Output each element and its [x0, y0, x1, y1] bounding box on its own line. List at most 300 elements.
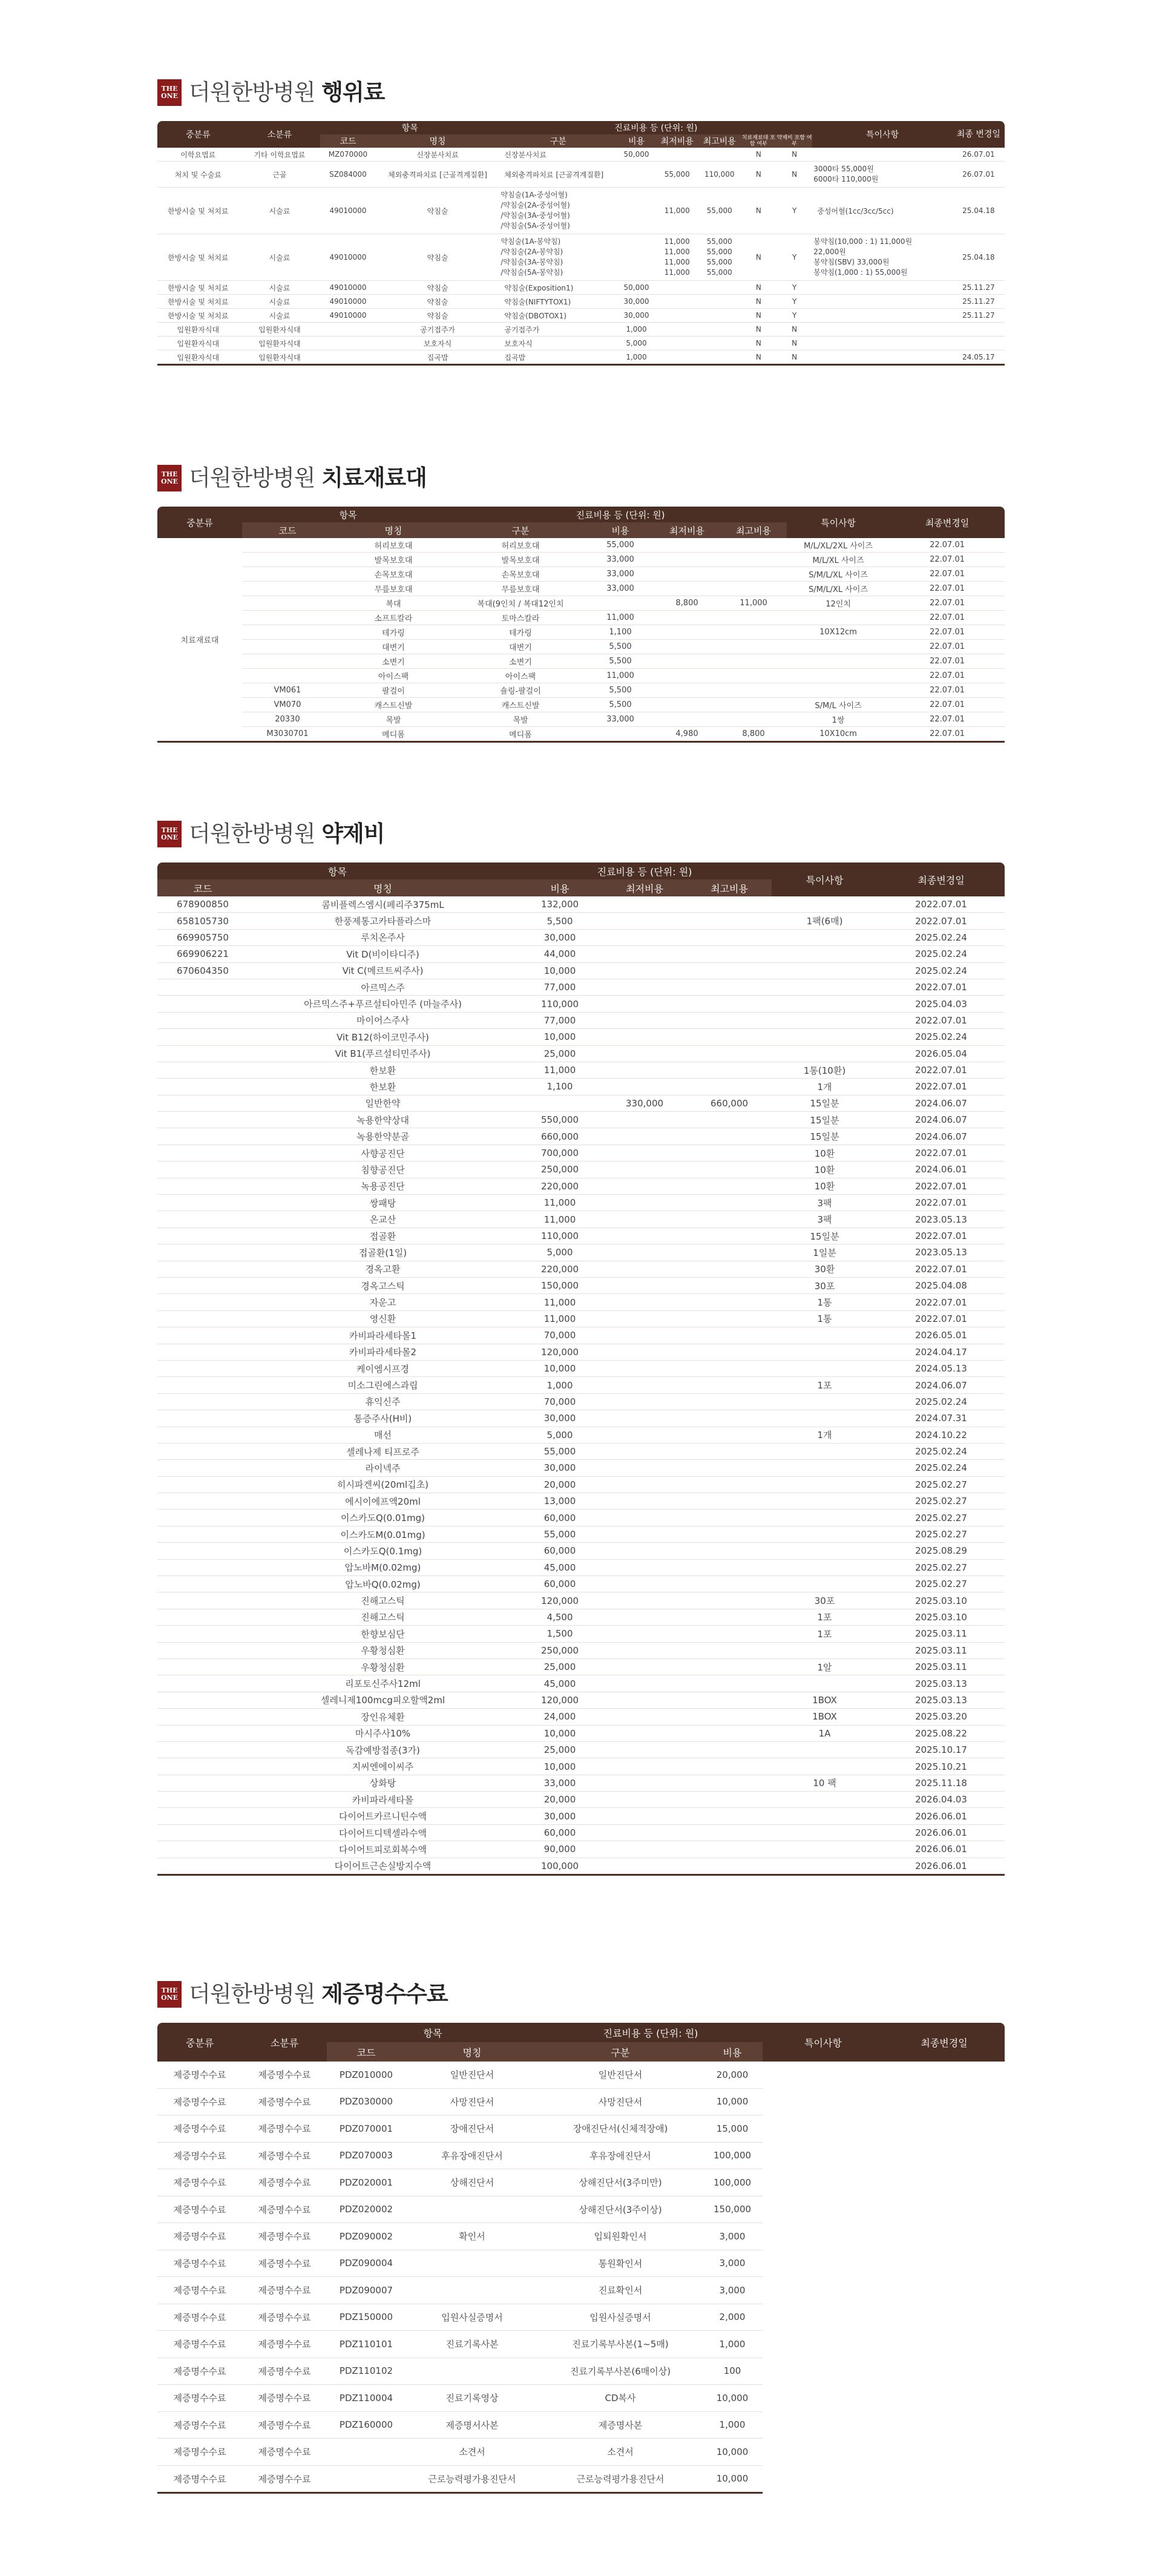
table-cell	[602, 979, 687, 995]
table-cell	[772, 1344, 878, 1360]
table-cell: M/L/XL 사이즈	[787, 553, 890, 567]
table-cell: 2025.03.11	[878, 1658, 1005, 1675]
table-cell	[405, 2358, 539, 2385]
table-cell: 아이스팩	[333, 669, 454, 683]
table-cell: 30포	[772, 1277, 878, 1293]
table-cell: SZ084000	[320, 162, 376, 188]
table-cell: PDZ020002	[327, 2196, 405, 2223]
table-cell: N	[741, 337, 776, 350]
table-cell: 4,980	[654, 727, 720, 742]
table-cell: 60,000	[517, 1510, 602, 1526]
table-cell: 마시주사10%	[248, 1725, 517, 1741]
table-cell: 10,000	[517, 962, 602, 979]
table-cell: 제증명수수료	[242, 2331, 327, 2358]
table-cell	[772, 1327, 878, 1344]
table-cell	[157, 1642, 248, 1658]
table-cell	[720, 582, 787, 596]
table-cell: 입원사실증명서	[539, 2304, 702, 2331]
table-cell: 쌍패탕	[248, 1195, 517, 1211]
table-cell	[772, 896, 878, 913]
table-row	[157, 1576, 1005, 1592]
table-cell	[157, 1725, 248, 1741]
table-cell	[157, 1427, 248, 1443]
table-cell: S/M/L 사이즈	[787, 698, 890, 712]
table-cell	[242, 553, 333, 567]
table-cell: 라이넥주	[248, 1460, 517, 1476]
table-cell: 무릎보호대	[333, 582, 454, 596]
table-cell	[242, 567, 333, 582]
table-cell	[602, 1261, 687, 1277]
table-cell: N	[741, 162, 776, 188]
table-cell: 공기접주가	[499, 323, 617, 337]
table-cell: 약침술	[376, 188, 500, 234]
table-cell: 한보환	[248, 1062, 517, 1078]
table-cell: 24.05.17	[953, 350, 1005, 365]
table-cell: 통원확인서	[539, 2250, 702, 2277]
table-cell	[772, 1792, 878, 1808]
table-cell: 2026.05.01	[878, 1327, 1005, 1344]
table-cell: 5,500	[517, 913, 602, 929]
table-cell: PDZ020001	[327, 2169, 405, 2196]
section-title: 더원한방병원 행위료	[189, 79, 385, 105]
table-cell: 제증명수수료	[157, 2439, 242, 2466]
col-special: 특이사항	[787, 507, 890, 538]
table-cell: 제증명수수료	[157, 2223, 242, 2250]
table-cell: 10환	[772, 1178, 878, 1194]
table-row	[157, 1261, 1005, 1277]
table-cell: 장애진단서	[405, 2115, 539, 2143]
table-cell: 20,000	[517, 1792, 602, 1808]
table-cell	[157, 1310, 248, 1327]
table-cell	[157, 1576, 248, 1592]
table-cell: 메디폼	[454, 727, 587, 742]
table-cell	[602, 1443, 687, 1459]
table-cell	[654, 698, 720, 712]
table-cell	[687, 1244, 772, 1261]
table-cell: 1개	[772, 1427, 878, 1443]
table-cell: 30,000	[517, 929, 602, 945]
table-cell: 진료기록영상	[405, 2385, 539, 2412]
table-cell: 1쌍	[787, 712, 890, 727]
table-cell: 근로능력평가용진단서	[539, 2465, 702, 2493]
table-row	[157, 1675, 1005, 1692]
table-row	[157, 654, 1005, 669]
table-cell: 메디폼	[333, 727, 454, 742]
table-row	[157, 2115, 1005, 2143]
table-cell: 보호자식	[499, 337, 617, 350]
table-cell	[602, 1642, 687, 1658]
table-row	[157, 1443, 1005, 1459]
table-row	[157, 1559, 1005, 1576]
table-cell	[157, 1709, 248, 1725]
table-cell	[602, 1327, 687, 1344]
table-cell: 11,000	[517, 1294, 602, 1310]
table-cell	[772, 1526, 878, 1542]
col-major: 중분류	[157, 121, 239, 148]
table-cell: 12인치	[787, 596, 890, 611]
table-cell: 11,000	[587, 669, 654, 683]
table-cell	[687, 1195, 772, 1211]
table-cell: 일반진단서	[405, 2062, 539, 2088]
table-cell: 온교산	[248, 1211, 517, 1227]
table-cell	[157, 1327, 248, 1344]
table-cell	[812, 337, 953, 350]
table-cell: 이학요법료	[157, 148, 239, 162]
table-cell: 1팩(6매)	[772, 913, 878, 929]
table-cell: 55,000	[517, 1443, 602, 1459]
table-cell: 2025.08.22	[878, 1725, 1005, 1741]
table-row	[157, 896, 1005, 913]
table-cell	[602, 1493, 687, 1510]
table-cell	[687, 1526, 772, 1542]
table-cell	[157, 1227, 248, 1244]
table-cell	[602, 1128, 687, 1145]
section-certificate-fees	[157, 1979, 1005, 2494]
table-cell	[656, 337, 698, 350]
table-cell: 제증명수수료	[157, 2465, 242, 2493]
table-cell	[812, 309, 953, 323]
table-cell: 30,000	[617, 309, 656, 323]
table-cell: 3,000	[702, 2250, 763, 2277]
table-cell: 제증명수수료	[157, 2142, 242, 2169]
table-cell: 2022.07.01	[878, 1310, 1005, 1327]
table-cell: 진해고스틱	[248, 1609, 517, 1625]
table-cell: 다이어트피로회복수액	[248, 1841, 517, 1858]
table-cell: 20,000	[702, 2062, 763, 2088]
table-cell: 케이엠시프경	[248, 1360, 517, 1376]
table-cell: 제증명수수료	[242, 2358, 327, 2385]
table-cell	[157, 1858, 248, 1874]
table-cell	[654, 640, 720, 654]
table-cell	[602, 1145, 687, 1161]
table-cell: 약침술(Exposition1)	[499, 281, 617, 295]
table-cell: 15일분	[772, 1128, 878, 1145]
table-cell	[687, 1592, 772, 1609]
table-cell: 15일분	[772, 1227, 878, 1244]
col-item: 항목	[242, 507, 454, 522]
table-cell	[720, 538, 787, 553]
table-cell	[405, 2277, 539, 2304]
table-cell	[602, 1775, 687, 1791]
table-cell	[772, 1841, 878, 1858]
col-special: 특이사항	[772, 862, 878, 896]
table-cell	[157, 1592, 248, 1609]
table-cell	[656, 148, 698, 162]
table-cell: 10,000	[517, 1725, 602, 1741]
table-cell	[157, 1658, 248, 1675]
table-cell: PDZ030000	[327, 2088, 405, 2115]
table-cell	[687, 1427, 772, 1443]
table-cell	[772, 996, 878, 1012]
table-cell: 녹용공진단	[248, 1178, 517, 1194]
table-cell	[654, 712, 720, 727]
table-cell: 보호자식	[376, 337, 500, 350]
table-row	[157, 698, 1005, 712]
col-fee: 진료비용 등 (단위: 원)	[454, 507, 787, 522]
table-cell: PDZ160000	[327, 2411, 405, 2439]
table-cell	[157, 1443, 248, 1459]
table-cell: 2024.06.07	[878, 1095, 1005, 1111]
table-cell: 경옥고스틱	[248, 1277, 517, 1293]
table-cell: 20,000	[517, 1476, 602, 1493]
table-cell: 669905750	[157, 929, 248, 945]
table-cell: 3팩	[772, 1211, 878, 1227]
table-cell: 한보환	[248, 1079, 517, 1095]
table-cell: 한방시술 및 처치료	[157, 234, 239, 281]
table-cell	[812, 148, 953, 162]
table-cell	[602, 1510, 687, 1526]
table-cell: 한방시술 및 처치료	[157, 309, 239, 323]
table-cell: 발목보호대	[333, 553, 454, 567]
table-cell: 45,000	[517, 1559, 602, 1576]
table-cell: 33,000	[587, 712, 654, 727]
table-cell: 접골환(1일)	[248, 1244, 517, 1261]
table-cell	[772, 1858, 878, 1874]
table-cell: 녹용한약상대	[248, 1112, 517, 1128]
table-cell	[602, 996, 687, 1012]
table-cell	[157, 1741, 248, 1758]
table-cell: 진료기록사본	[405, 2331, 539, 2358]
table-cell: 시술료	[239, 188, 321, 234]
table-cell: 통증주사(H비)	[248, 1410, 517, 1427]
table-cell: 49010000	[320, 188, 376, 234]
table-cell	[157, 1029, 248, 1045]
table-cell: 한방시술 및 처치료	[157, 188, 239, 234]
table-cell	[157, 1675, 248, 1692]
table-cell: 근골	[239, 162, 321, 188]
table-row	[157, 1145, 1005, 1161]
table-cell	[656, 350, 698, 365]
table-cell: 발목보호대	[454, 553, 587, 567]
table-cell	[687, 1310, 772, 1327]
table-cell: 2022.07.01	[878, 1145, 1005, 1161]
table-row	[157, 1775, 1005, 1791]
table-cell: 1,000	[617, 323, 656, 337]
table-cell: S/M/L/XL 사이즈	[787, 567, 890, 582]
col-name: 명칭	[333, 522, 454, 538]
col-changed: 최종변경일	[878, 862, 1005, 896]
table-cell: 확인서	[405, 2223, 539, 2250]
table-cell: 30환	[772, 1261, 878, 1277]
table-row	[157, 1277, 1005, 1293]
table-cell: 22.07.01	[890, 683, 1005, 698]
table-cell	[687, 1824, 772, 1841]
table-cell	[687, 1576, 772, 1592]
table-cell	[157, 1294, 248, 1310]
table-cell	[157, 1775, 248, 1791]
table-row	[157, 295, 1005, 309]
table-cell: 상해진단서(3주이상)	[539, 2196, 702, 2223]
table-cell: 독감예방접종(3가)	[248, 1741, 517, 1758]
table-cell: 2,000	[702, 2304, 763, 2331]
hospital-logo: THE ONE	[157, 79, 182, 106]
table-cell: 1,100	[517, 1079, 602, 1095]
table-cell: 한방시술 및 처치료	[157, 295, 239, 309]
table-row	[157, 712, 1005, 727]
table-row	[157, 1062, 1005, 1078]
table-cell: 우황청심환	[248, 1658, 517, 1675]
table-cell	[602, 1277, 687, 1293]
table-row	[157, 1658, 1005, 1675]
table-cell: 220,000	[517, 1178, 602, 1194]
table-cell: 2024.06.07	[878, 1128, 1005, 1145]
table-cell: 8,800	[720, 727, 787, 742]
table-cell: 15일분	[772, 1095, 878, 1111]
table-cell: 10,000	[702, 2088, 763, 2115]
table-cell	[157, 1162, 248, 1178]
table-cell: Vit B1(푸르설티민주사)	[248, 1045, 517, 1062]
table-cell	[654, 625, 720, 640]
table-cell: 제증명수수료	[242, 2250, 327, 2277]
table-cell	[687, 1128, 772, 1145]
table-cell	[654, 611, 720, 625]
table-cell: 사망진단서	[405, 2088, 539, 2115]
col-name: 명칭	[248, 879, 517, 896]
table-cell: 1,000	[702, 2411, 763, 2439]
table-row	[157, 323, 1005, 337]
table-cell	[772, 1360, 878, 1376]
table-cell: 30포	[772, 1592, 878, 1609]
col-changed: 최종변경일	[890, 507, 1005, 538]
table-cell: 근로능력평가용진단서	[405, 2465, 539, 2493]
table-cell	[602, 1012, 687, 1028]
table-cell: 리포토신주사12ml	[248, 1675, 517, 1692]
table-cell: 77,000	[517, 1012, 602, 1028]
table-cell	[602, 1741, 687, 1758]
table-cell	[687, 1476, 772, 1493]
table-cell: 22.07.01	[890, 669, 1005, 683]
table-cell	[687, 946, 772, 962]
table-cell	[687, 1559, 772, 1576]
table-cell: PDZ070001	[327, 2115, 405, 2143]
col-major: 중분류	[157, 2023, 242, 2062]
table-cell	[587, 596, 654, 611]
table-cell: 제증명수수료	[242, 2196, 327, 2223]
table-cell: 신장분사치료	[376, 148, 500, 162]
table-row	[157, 1195, 1005, 1211]
table-cell: S/M/L/XL 사이즈	[787, 582, 890, 596]
table-cell: 2024.04.17	[878, 1344, 1005, 1360]
table-cell	[687, 1493, 772, 1510]
table-cell	[687, 1792, 772, 1808]
table-cell	[720, 669, 787, 683]
table-cell	[157, 1543, 248, 1559]
table-cell: 2025.10.17	[878, 1741, 1005, 1758]
table-row	[157, 234, 1005, 281]
table-cell: 2025.02.24	[878, 1443, 1005, 1459]
table-cell	[602, 1526, 687, 1542]
table-cell	[320, 323, 376, 337]
table-cell	[602, 1045, 687, 1062]
table-cell	[157, 1410, 248, 1427]
table-cell: Vit C(메르트씨주사)	[248, 962, 517, 979]
table-cell	[320, 350, 376, 365]
table-cell: 1일분	[772, 1244, 878, 1261]
section-title: 더원한방병원 약제비	[189, 821, 385, 847]
table-cell: 22.07.01	[890, 553, 1005, 567]
table-cell: 250,000	[517, 1162, 602, 1178]
table-cell	[602, 1294, 687, 1310]
material-fee-table	[157, 507, 1005, 743]
table-cell	[242, 669, 333, 683]
table-cell	[602, 1758, 687, 1775]
table-cell: 카비파라세타몰2	[248, 1344, 517, 1360]
table-cell: 장인유체환	[248, 1709, 517, 1725]
procedure-fee-table	[157, 121, 1005, 366]
col-name: 명칭	[405, 2042, 539, 2062]
table-cell: 제증명수수료	[157, 2062, 242, 2088]
table-cell: 2025.02.27	[878, 1493, 1005, 1510]
table-cell	[772, 1410, 878, 1427]
table-cell	[772, 1029, 878, 1045]
table-cell: 약침술(NIFTYTOX1)	[499, 295, 617, 309]
table-cell: 1포	[772, 1626, 878, 1642]
col-div: 구분	[454, 522, 587, 538]
table-cell: 25,000	[517, 1741, 602, 1758]
table-cell: 10,000	[702, 2385, 763, 2412]
table-row	[157, 1360, 1005, 1376]
table-row	[157, 582, 1005, 596]
table-cell	[687, 1112, 772, 1128]
table-cell: 2025.03.11	[878, 1626, 1005, 1642]
table-cell	[157, 1526, 248, 1542]
hospital-logo: THE ONE	[157, 465, 182, 491]
table-cell: 셀레나제 티프로주	[248, 1443, 517, 1459]
table-cell: 2025.03.11	[878, 1642, 1005, 1658]
table-row	[157, 1841, 1005, 1858]
table-row	[157, 281, 1005, 295]
table-cell: 2025.03.10	[878, 1609, 1005, 1625]
table-cell: 11,000	[517, 1195, 602, 1211]
table-row	[157, 1095, 1005, 1111]
table-cell: 1,000	[517, 1377, 602, 1393]
table-cell: 30,000	[617, 295, 656, 309]
table-row	[157, 148, 1005, 162]
table-cell	[602, 1543, 687, 1559]
table-cell: N	[741, 148, 776, 162]
table-cell: 제증명수수료	[242, 2465, 327, 2493]
section-material-fees	[157, 463, 1005, 743]
table-cell: 1,000	[702, 2331, 763, 2358]
table-cell: 22.07.01	[890, 538, 1005, 553]
table-cell: 제증명수수료	[242, 2088, 327, 2115]
table-cell	[242, 582, 333, 596]
table-cell: N	[776, 337, 812, 350]
table-cell: 55,000	[656, 162, 698, 188]
table-cell: 2025.10.21	[878, 1758, 1005, 1775]
table-cell: 이스카도M(0.01mg)	[248, 1526, 517, 1542]
table-cell	[772, 1824, 878, 1841]
table-cell: 26.07.01	[953, 162, 1005, 188]
table-cell	[157, 1012, 248, 1028]
table-cell: 22.07.01	[890, 654, 1005, 669]
table-cell: 49010000	[320, 309, 376, 323]
table-cell	[157, 1261, 248, 1277]
col-cost: 비용	[517, 879, 602, 896]
table-cell: 시술료	[239, 309, 321, 323]
table-cell: 2022.07.01	[878, 1079, 1005, 1095]
table-cell	[687, 1261, 772, 1277]
table-cell: 한향보심단	[248, 1626, 517, 1642]
table-row	[157, 1526, 1005, 1542]
table-cell	[242, 611, 333, 625]
section-header	[157, 1979, 1005, 2009]
table-row	[157, 309, 1005, 323]
table-cell: 30,000	[517, 1460, 602, 1476]
table-cell: 90,000	[517, 1841, 602, 1858]
table-row	[157, 640, 1005, 654]
table-cell: 22.07.01	[890, 625, 1005, 640]
